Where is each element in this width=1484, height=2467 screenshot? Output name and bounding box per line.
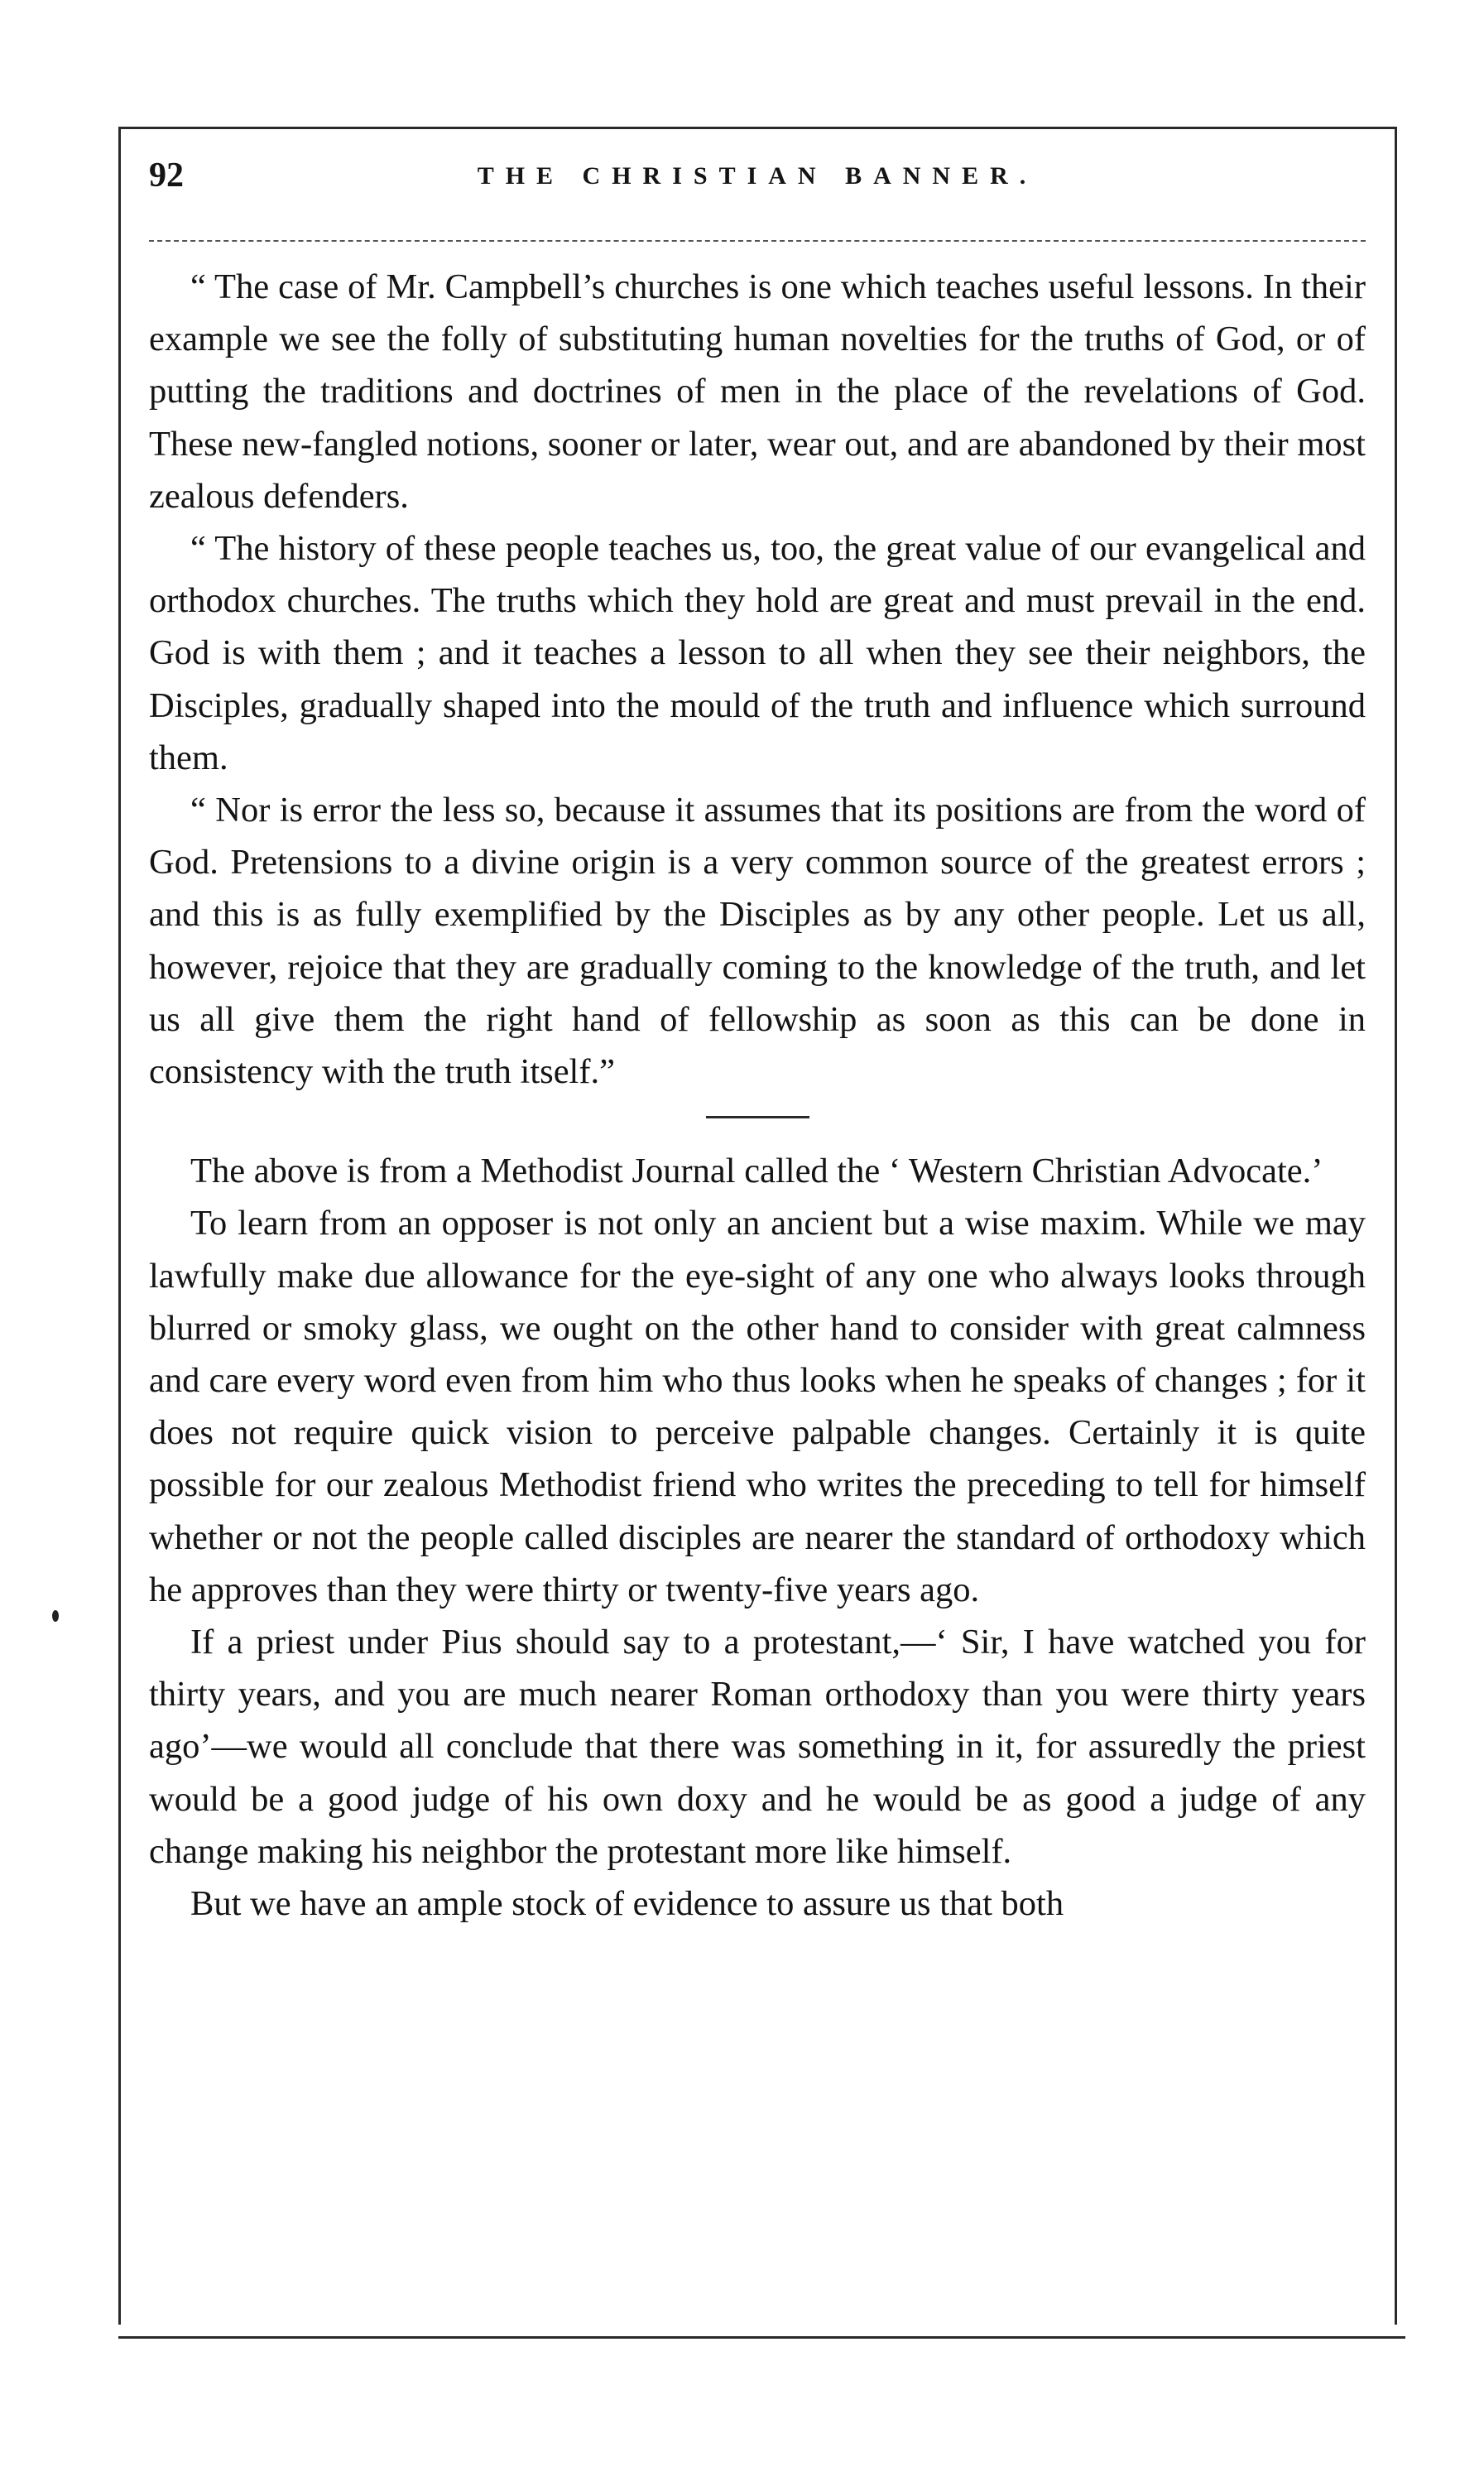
paragraph-maxim: To learn from an opposer is not only an ancient but a wise maxim. While we may lawfully make due allowance for the eye-sight of any one who always looks through blurred or smoky glass, we ought on the other hand to consider with great calmness and care every word even from him who thus looks when he speaks of changes ; for it does not require quick vision to perceive palpable changes. Certainly it is quite possible for our zealous Methodist friend who writes the preceding to tell for himself whether or not the people called disciples are nearer the standard of orthodoxy which he approves than they were thirty or twenty-five years ago. — [149, 1204, 1366, 1609]
page-header — [149, 156, 1366, 214]
ink-speck — [52, 1610, 59, 1622]
paragraph-evidence: But we have an ample stock of evidence to assure us that both — [190, 1884, 1064, 1924]
section-divider — [706, 1116, 809, 1118]
running-head: THE CHRISTIAN BANNER. — [477, 162, 1038, 190]
body-text — [149, 261, 1366, 1930]
bottom-rule — [118, 2336, 1405, 2339]
quote-paragraph-3: “ Nor is error the less so, because it assumes that its positions are from the word of God. Pretensions to a divine origin is a very common source of the greatest errors ; and this is as fully exemplified by the Disciples as by any other people. Let us all, however, rejoice that they are gradually coming to the knowledge of the truth, and let us all give them the right hand of fellowship as soon as this can be done in consistency with the truth itself.” — [149, 791, 1366, 1092]
quote-paragraph-1: “ The case of Mr. Campbell’s churches is one which teaches useful lessons. In their example we see the folly of substituting human novelties for the truths of God, or of putting the traditions and doctrines of men in the place of the revelations of God. These new-fangled notions, sooner or later, wear out, and are abandoned by their most zealous defenders. — [149, 267, 1366, 516]
paragraph-priest: If a priest under Pius should say to a protestant,—‘ Sir, I have watched you for thirty years, and you are much nearer Roman orthodoxy than you were thirty years ago’—we would all conclude that there was something in it, for assuredly the priest would be a good judge of his own doxy and he would be as good a judge of any change making his neighbor the protestant more like himself. — [149, 1623, 1366, 1871]
paragraph-source: The above is from a Methodist Journal called the ‘ Western Christian Advocate.’ — [190, 1152, 1323, 1191]
header-rule — [149, 240, 1366, 242]
quote-paragraph-2: “ The history of these people teaches us, too, the great value of our evangelical and orthodox churches. The truths which they hold are great and must prevail in the end. God is with them ; and it teaches a lesson to all when they see their neighbors, the Disciples, gradually shaped into the mould of the truth and influence which surround them. — [149, 529, 1366, 777]
page-number: 92 — [149, 156, 184, 195]
